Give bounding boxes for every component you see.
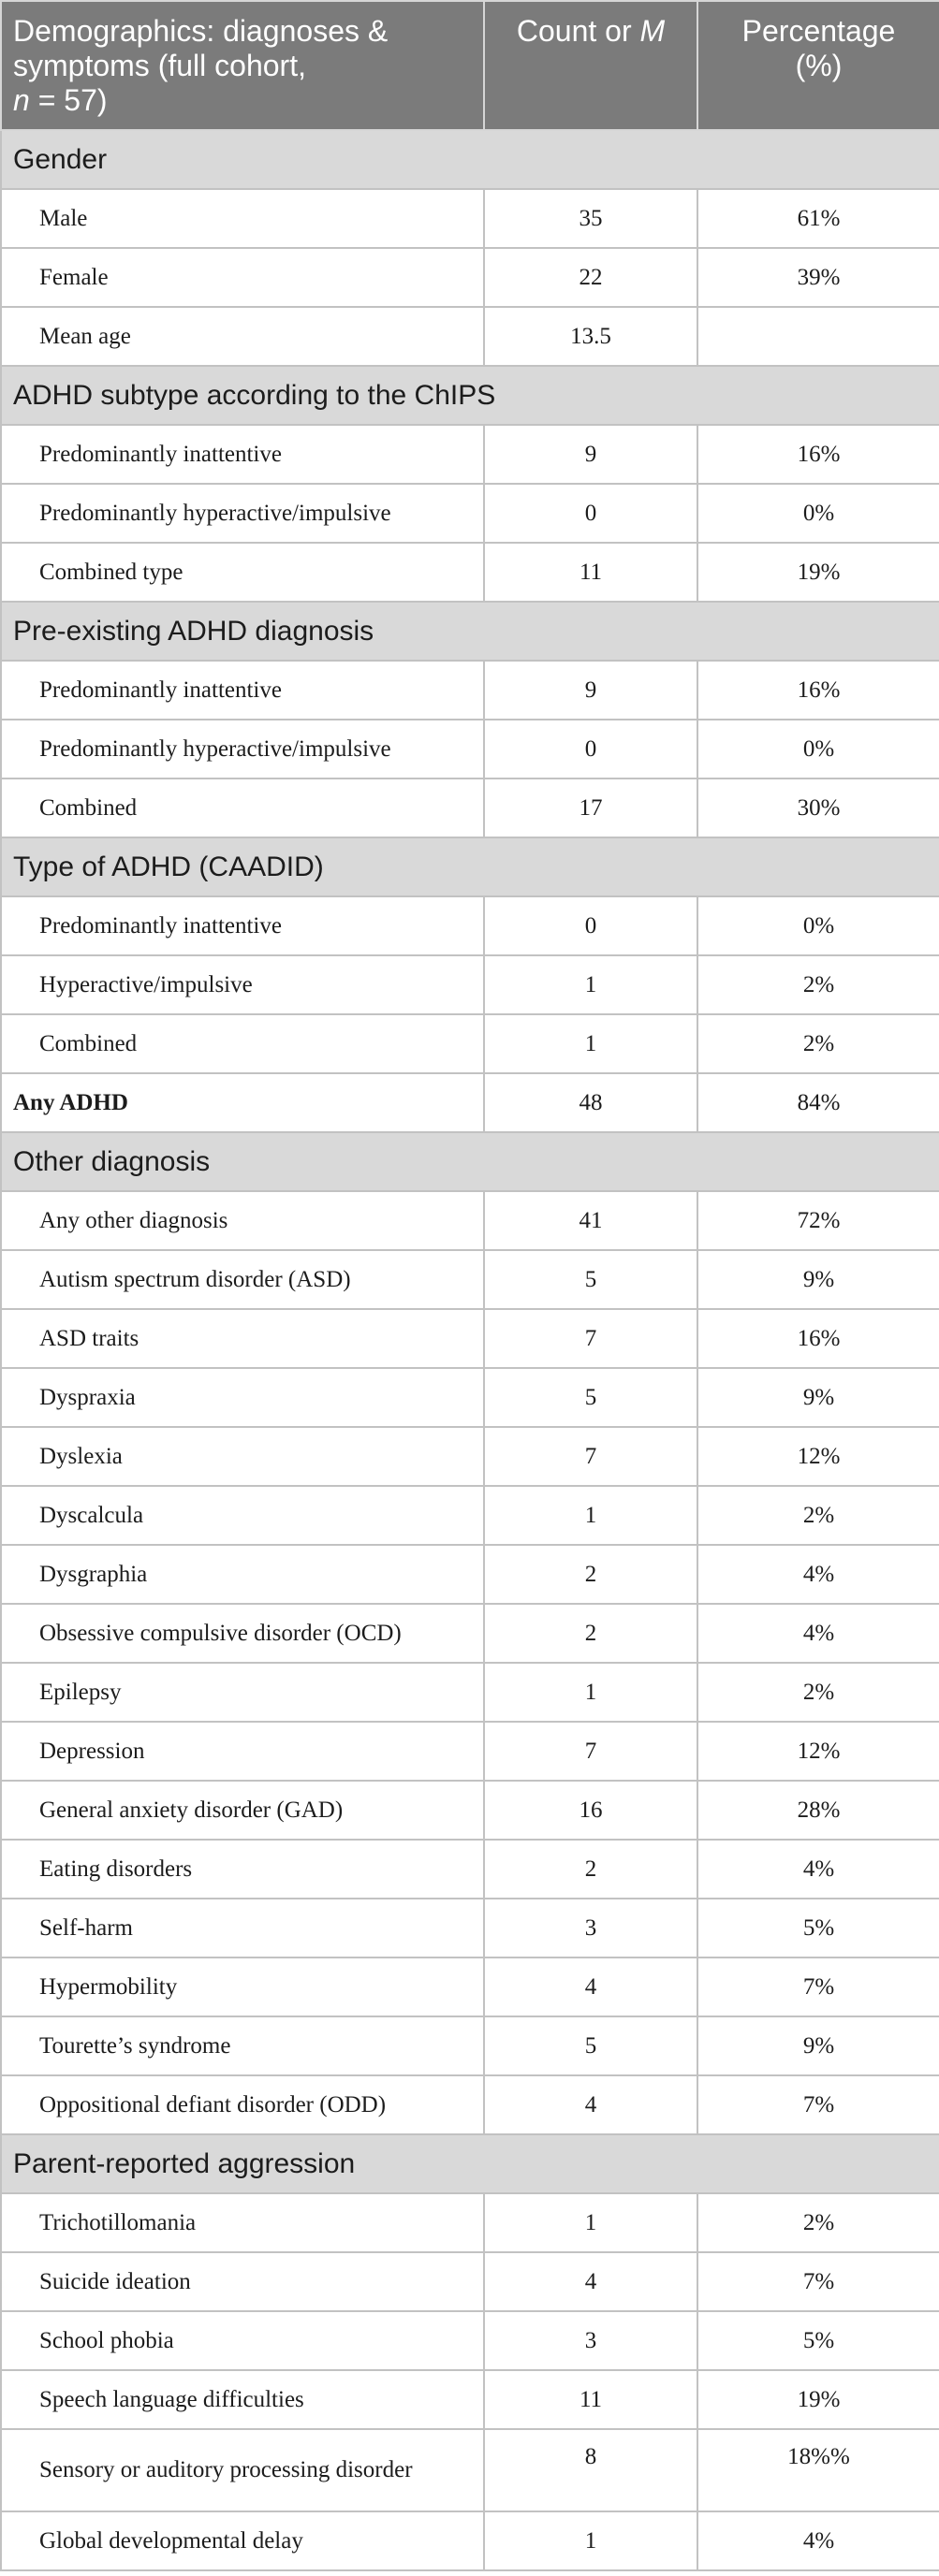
- table-row: [1, 1014, 939, 1073]
- row-count: 1: [484, 955, 697, 1014]
- row-label: Combined: [1, 779, 484, 837]
- row-percentage: 30%: [697, 779, 939, 837]
- row-count: 13.5: [484, 307, 697, 366]
- row-count: 17: [484, 779, 697, 837]
- row-percentage: 61%: [697, 189, 939, 248]
- row-label: Dyslexia: [1, 1427, 484, 1486]
- row-count: 3: [484, 2311, 697, 2370]
- row-count: 3: [484, 1899, 697, 1957]
- row-label: Sensory or auditory processing disorder: [1, 2429, 484, 2511]
- row-percentage: 4%: [697, 1604, 939, 1663]
- row-count: 11: [484, 543, 697, 602]
- row-percentage: 16%: [697, 425, 939, 484]
- row-label: Any other diagnosis: [1, 1191, 484, 1250]
- section-title: Type of ADHD (CAADID): [1, 837, 939, 896]
- row-label: Tourette’s syndrome: [1, 2016, 484, 2075]
- table-row: [1, 2370, 939, 2429]
- row-label: Hyperactive/impulsive: [1, 955, 484, 1014]
- table-row: [1, 189, 939, 248]
- table-row: [1, 425, 939, 484]
- row-count: 1: [484, 1014, 697, 1073]
- row-percentage: 2%: [697, 955, 939, 1014]
- row-count: 5: [484, 1250, 697, 1309]
- row-percentage: 7%: [697, 2252, 939, 2311]
- table-row: [1, 484, 939, 543]
- table-row: [1, 543, 939, 602]
- table-row: [1, 1486, 939, 1545]
- row-percentage: 9%: [697, 2016, 939, 2075]
- table-row: [1, 896, 939, 955]
- table-row: [1, 2193, 939, 2252]
- table-row: [1, 779, 939, 837]
- table-row: [1, 1781, 939, 1840]
- row-label: Predominantly hyperactive/impulsive: [1, 720, 484, 779]
- row-count: 48: [484, 1073, 697, 1132]
- section-title: Pre-existing ADHD diagnosis: [1, 602, 939, 661]
- row-count: 4: [484, 2252, 697, 2311]
- header-count: Count or M: [484, 1, 697, 130]
- row-label: Predominantly inattentive: [1, 661, 484, 720]
- row-label: Predominantly inattentive: [1, 896, 484, 955]
- table-row: [1, 1309, 939, 1368]
- row-label: Epilepsy: [1, 1663, 484, 1722]
- table-row: [1, 1604, 939, 1663]
- table-row: [1, 307, 939, 366]
- row-percentage: 19%: [697, 543, 939, 602]
- row-percentage: 2%: [697, 1663, 939, 1722]
- table-header-row: [1, 1, 939, 130]
- row-label: Predominantly hyperactive/impulsive: [1, 484, 484, 543]
- row-label: Hypermobility: [1, 1957, 484, 2016]
- row-count: 1: [484, 2511, 697, 2570]
- row-count: 0: [484, 720, 697, 779]
- row-count: 1: [484, 1486, 697, 1545]
- row-count: 2: [484, 1840, 697, 1899]
- row-count: 9: [484, 425, 697, 484]
- row-percentage: 16%: [697, 661, 939, 720]
- row-count: 8: [484, 2429, 697, 2511]
- row-percentage: 7%: [697, 2075, 939, 2134]
- section-title: Gender: [1, 130, 939, 189]
- table-row: [1, 1663, 939, 1722]
- row-percentage: 0%: [697, 896, 939, 955]
- row-label: Autism spectrum disorder (ASD): [1, 1250, 484, 1309]
- section-title: ADHD subtype according to the ChIPS: [1, 366, 939, 425]
- section-header-row: [1, 837, 939, 896]
- row-count: 5: [484, 2016, 697, 2075]
- row-label: Dysgraphia: [1, 1545, 484, 1604]
- row-label: Speech language difficulties: [1, 2370, 484, 2429]
- row-percentage: 12%: [697, 1722, 939, 1781]
- table-row: [1, 2075, 939, 2134]
- row-count: 2: [484, 1545, 697, 1604]
- row-label: Global developmental delay: [1, 2511, 484, 2570]
- table-row: [1, 1722, 939, 1781]
- row-percentage: 4%: [697, 2511, 939, 2570]
- section-header-row: [1, 130, 939, 189]
- row-count: 22: [484, 248, 697, 307]
- table-row: [1, 1427, 939, 1486]
- row-count: 0: [484, 896, 697, 955]
- row-percentage: 19%: [697, 2370, 939, 2429]
- table-row: [1, 1957, 939, 2016]
- table-row: [1, 1545, 939, 1604]
- row-label: Predominantly inattentive: [1, 425, 484, 484]
- row-label: General anxiety disorder (GAD): [1, 1781, 484, 1840]
- row-count: 4: [484, 1957, 697, 2016]
- row-count: 4: [484, 2075, 697, 2134]
- row-percentage: 84%: [697, 1073, 939, 1132]
- row-percentage: 4%: [697, 1840, 939, 1899]
- row-label: Female: [1, 248, 484, 307]
- table-row: [1, 1250, 939, 1309]
- header-percentage: Percentage (%): [697, 1, 939, 130]
- row-label: ASD traits: [1, 1309, 484, 1368]
- row-percentage: 12%: [697, 1427, 939, 1486]
- table-row: [1, 1840, 939, 1899]
- row-count: 11: [484, 2370, 697, 2429]
- section-title: Other diagnosis: [1, 1132, 939, 1191]
- row-label: Trichotillomania: [1, 2193, 484, 2252]
- row-label: Dyspraxia: [1, 1368, 484, 1427]
- row-percentage: 39%: [697, 248, 939, 307]
- row-label: Suicide ideation: [1, 2252, 484, 2311]
- table-row: [1, 661, 939, 720]
- section-header-row: [1, 366, 939, 425]
- row-label: Combined: [1, 1014, 484, 1073]
- row-percentage: 28%: [697, 1781, 939, 1840]
- row-percentage: 18%%: [697, 2429, 939, 2511]
- section-header-row: [1, 2134, 939, 2193]
- row-percentage: 7%: [697, 1957, 939, 2016]
- row-count: 7: [484, 1309, 697, 1368]
- table-row: [1, 1899, 939, 1957]
- row-count: 7: [484, 1427, 697, 1486]
- table-row: [1, 2016, 939, 2075]
- row-percentage: 5%: [697, 1899, 939, 1957]
- row-percentage: 16%: [697, 1309, 939, 1368]
- row-count: 35: [484, 189, 697, 248]
- row-count: 2: [484, 1604, 697, 1663]
- table-row: [1, 1073, 939, 1132]
- row-count: 16: [484, 1781, 697, 1840]
- row-label: Oppositional defiant disorder (ODD): [1, 2075, 484, 2134]
- row-count: 1: [484, 1663, 697, 1722]
- row-label: Obsessive compulsive disorder (OCD): [1, 1604, 484, 1663]
- row-count: 41: [484, 1191, 697, 1250]
- row-label: Mean age: [1, 307, 484, 366]
- table-body: [1, 130, 939, 2570]
- section-title: Parent-reported aggression: [1, 2134, 939, 2193]
- row-label: Combined type: [1, 543, 484, 602]
- row-label: Eating disorders: [1, 1840, 484, 1899]
- row-count: 5: [484, 1368, 697, 1427]
- row-label: Dyscalcula: [1, 1486, 484, 1545]
- header-demographics: Demographics: diagnoses & symptoms (full cohort, n = 57): [1, 1, 484, 130]
- row-label: Depression: [1, 1722, 484, 1781]
- row-percentage: 0%: [697, 720, 939, 779]
- table-row: [1, 955, 939, 1014]
- row-count: 7: [484, 1722, 697, 1781]
- row-label: Male: [1, 189, 484, 248]
- table-row: [1, 1191, 939, 1250]
- table-row: [1, 248, 939, 307]
- row-label: Self-harm: [1, 1899, 484, 1957]
- row-count: 9: [484, 661, 697, 720]
- row-label: School phobia: [1, 2311, 484, 2370]
- row-percentage: 4%: [697, 1545, 939, 1604]
- row-percentage: 2%: [697, 2193, 939, 2252]
- table-row: [1, 1368, 939, 1427]
- row-percentage: 72%: [697, 1191, 939, 1250]
- row-percentage: 9%: [697, 1250, 939, 1309]
- row-label: Any ADHD: [1, 1073, 484, 1132]
- section-header-row: [1, 602, 939, 661]
- row-percentage: [697, 307, 939, 366]
- table-row: [1, 2429, 939, 2511]
- row-count: 1: [484, 2193, 697, 2252]
- row-percentage: 2%: [697, 1014, 939, 1073]
- section-header-row: [1, 1132, 939, 1191]
- row-count: 0: [484, 484, 697, 543]
- row-percentage: 2%: [697, 1486, 939, 1545]
- row-percentage: 5%: [697, 2311, 939, 2370]
- table-row: [1, 2252, 939, 2311]
- row-percentage: 0%: [697, 484, 939, 543]
- table-row: [1, 2511, 939, 2570]
- table-row: [1, 2311, 939, 2370]
- row-percentage: 9%: [697, 1368, 939, 1427]
- table-row: [1, 720, 939, 779]
